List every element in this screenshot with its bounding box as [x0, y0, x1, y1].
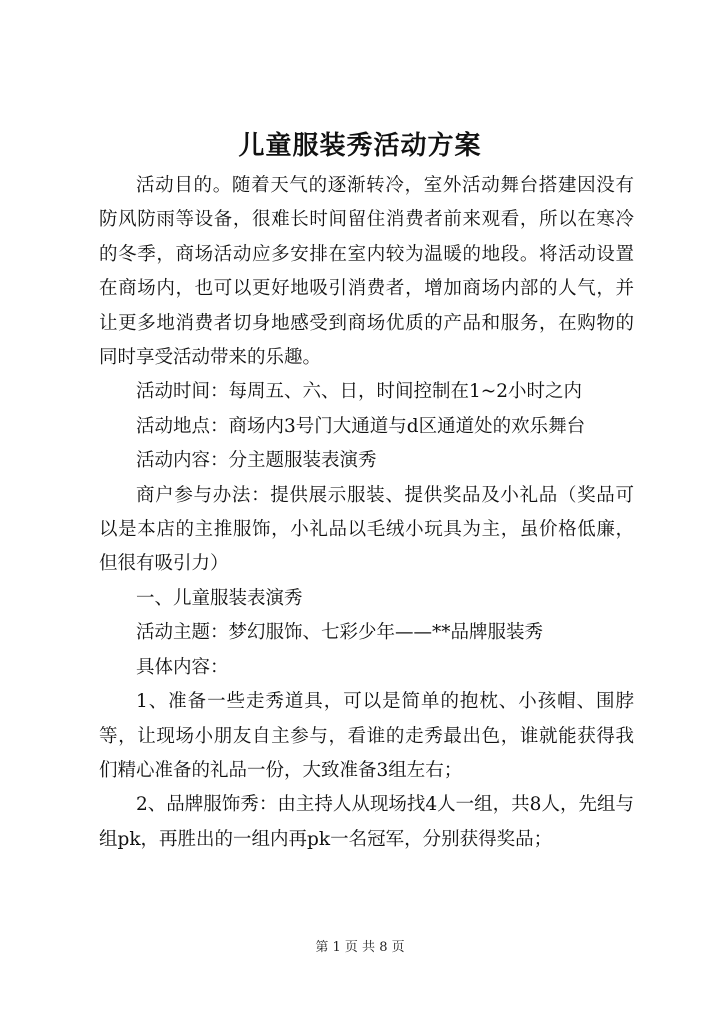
section-heading-fashion-show: 一、儿童服装表演秀: [136, 587, 303, 609]
paragraph-content: 活动内容：分主题服装表演秀: [136, 450, 377, 472]
list-item-brand-show: 2、品牌服饰秀：由主持人从现场找4人一组，共8人，先组与组pk，再胜出的一组内再pk一名冠军，分别获得奖品；: [99, 794, 634, 850]
paragraph-theme: 活动主题：梦幻服饰、七彩少年——**品牌服装秀: [136, 622, 544, 644]
document-body: [99, 169, 634, 857]
paragraph-purpose: 活动目的。随着天气的逐渐转冷，室外活动舞台搭建因没有防风防雨等设备，很难长时间留住消费者前来观看，所以在寒冷的冬季，商场活动应多安排在室内较为温暖的地段。将活动设置在商场内，也可以更好地吸引消费者，增加商场内部的人气，并让更多地消费者切身地感受到商场优质的产品和服务，在购物的同时享受活动带来的乐趣。: [99, 175, 634, 369]
paragraph-details-heading: 具体内容：: [136, 656, 229, 678]
paragraph-merchant-participation: 商户参与办法：提供展示服装、提供奖品及小礼品（奖品可以是本店的主推服饰，小礼品以毛绒小玩具为主，虽价格低廉，但很有吸引力）: [99, 484, 634, 575]
list-item-props: 1、准备一些走秀道具，可以是简单的抱枕、小孩帽、围脖等，让现场小朋友自主参与，看谁的走秀最出色，谁就能获得我们精心准备的礼品一份，大致准备3组左右；: [99, 691, 634, 781]
paragraph-time: 活动时间：每周五、六、日，时间控制在1~2小时之内: [136, 381, 583, 403]
page-footer: 第 1 页 共 8 页: [315, 940, 405, 955]
paragraph-location: 活动地点：商场内3号门大通道与d区通道处的欢乐舞台: [136, 415, 586, 437]
document-title: 儿童服装秀活动方案: [238, 131, 482, 161]
